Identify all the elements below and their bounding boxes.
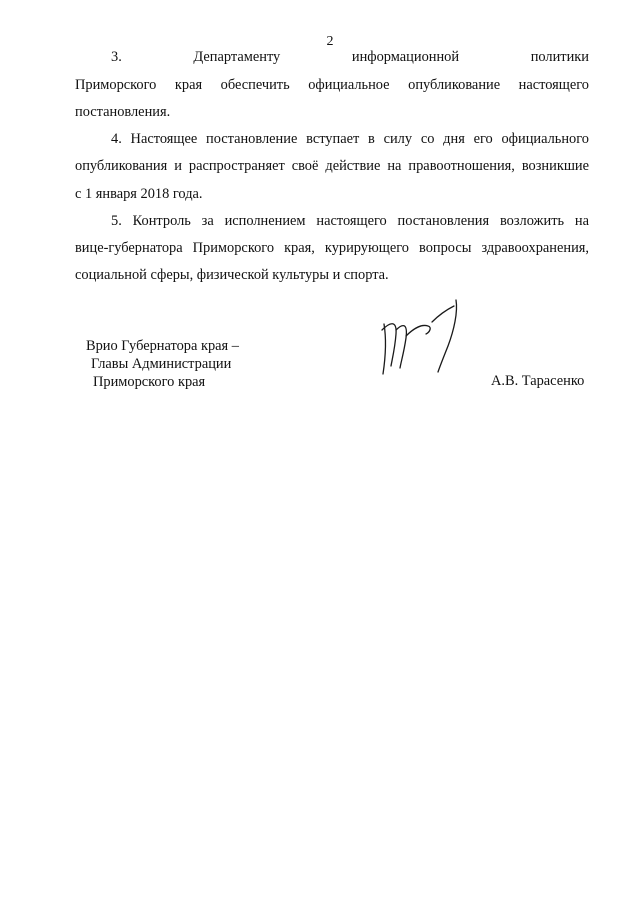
paragraph-line: социальной сферы, физической культуры и спорта. xyxy=(75,267,389,283)
handwritten-signature-icon xyxy=(370,294,466,378)
paragraph-line: 5. Контроль за исполнением настоящего постановления возложить на xyxy=(111,213,589,229)
paragraph-line: с 1 января 2018 года. xyxy=(75,186,203,202)
paragraph-line: 3. Департаменту информационной политики xyxy=(111,49,589,65)
paragraph-line: постановления. xyxy=(75,104,171,120)
signer-position-line: Врио Губернатора края – xyxy=(86,338,239,354)
signer-position-line: Главы Администрации xyxy=(91,356,232,372)
paragraph-line: опубликования и распространяет своё действие на правоотношения, возникшие xyxy=(75,158,589,174)
paragraph-line: вице-губернатора Приморского края, курирующего вопросы здравоохранения, xyxy=(75,240,589,256)
page-number: 2 xyxy=(326,34,334,49)
signer-position-line: Приморского края xyxy=(93,374,206,390)
signer-name: А.В. Тарасенко xyxy=(491,373,585,389)
paragraph-line: Приморского края обеспечить официальное опубликование настоящего xyxy=(75,77,589,93)
paragraph-line: 4. Настоящее постановление вступает в силу со дня его официального xyxy=(111,131,589,147)
